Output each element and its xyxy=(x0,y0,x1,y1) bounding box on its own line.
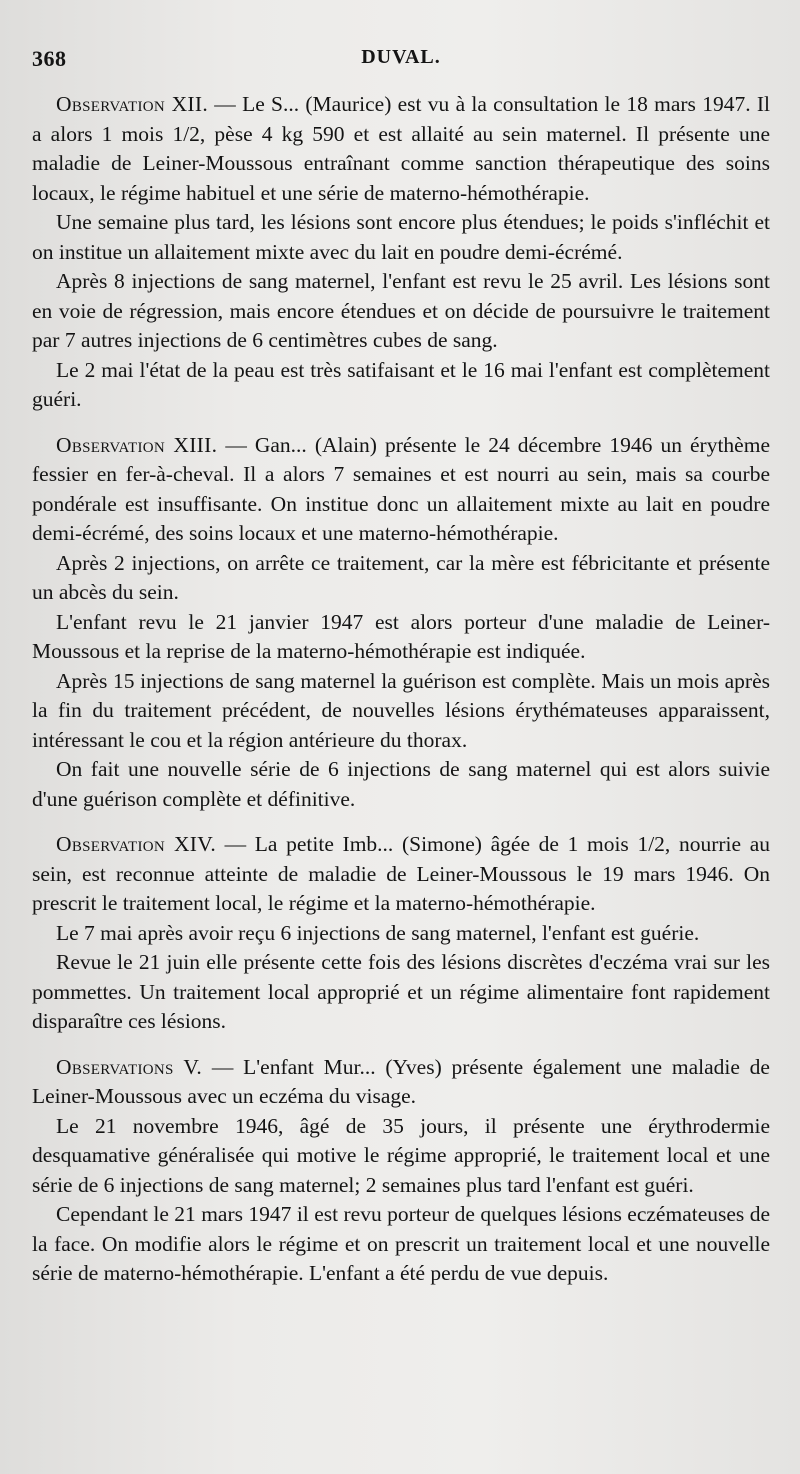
paragraph xyxy=(32,267,770,356)
paragraph-observation-xiii xyxy=(32,431,770,549)
paragraph-text: Cependant le 21 mars 1947 il est revu porteur de quelques lésions eczémateuses de la face. On modifie alors le régime et on prescrit un traitement local et une nouvelle série de materno-hémothérapie. L'enfant a été perdu de vue depuis. xyxy=(32,1202,770,1285)
paragraph-text: Après 15 injections de sang maternel la guérison est complète. Mais un mois après la fin du traitement précédent, de nouvelles lésions érythémateuses apparaissent, intéressant le cou et la région antérieure du thorax. xyxy=(32,668,770,752)
paragraph-text: L'enfant revu le 21 janvier 1947 est alors porteur d'une maladie de Leiner-Moussous et la reprise de la materno-hémothérapie est indiquée. xyxy=(32,609,770,663)
paragraph-text: Après 2 injections, on arrête ce traitement, car la mère est fébricitante et présente un abcès du sein. xyxy=(32,550,770,604)
paragraph-text: On fait une nouvelle série de 6 injections de sang maternel qui est alors suivie d'une guérison complète et définitive. xyxy=(32,757,770,811)
paragraph xyxy=(32,1200,770,1289)
paragraph-text: — La petite Imb... (Simone) âgée de 1 mois 1/2, nourrie au sein, est reconnue atteinte de maladie de Leiner-Moussous le 19 mars 1946. On prescrit le traitement local, le régime et la materno-hémothérapie. xyxy=(32,832,770,915)
paragraph-text: Le 7 mai après avoir reçu 6 injections de sang maternel, l'enfant est guérie. xyxy=(56,920,700,945)
observation-heading: Observation XII. xyxy=(56,92,209,116)
page-header xyxy=(32,40,770,82)
paragraph xyxy=(32,667,770,756)
paragraph xyxy=(32,608,770,667)
paragraph xyxy=(32,208,770,267)
paragraph xyxy=(32,1112,770,1201)
paragraph-observation-xiv xyxy=(32,830,770,919)
paragraph xyxy=(32,755,770,814)
paragraph-text: — L'enfant Mur... (Yves) présente également une maladie de Leiner-Moussous avec un eczéma du visage. xyxy=(32,1054,770,1108)
paragraph-text: — Le S... (Maurice) est vu à la consultation le 18 mars 1947. Il a alors 1 mois 1/2, pèse 4 kg 590 et est allaité au sein maternel. Il présente une maladie de Leiner-Moussous entraînant comme sanction thérapeutique des soins locaux, le régime habituel et une série de materno-hémothérapie. xyxy=(32,92,770,205)
paragraph-observation-xii xyxy=(32,90,770,208)
observation-heading: Observations V. xyxy=(56,1054,203,1079)
paragraph xyxy=(32,549,770,608)
paragraph-text: — Gan... (Alain) présente le 24 décembre 1946 un érythème fessier en fer-à-cheval. Il a alors 7 semaines et est nourri au sein, mais sa courbe pondérale est insuffisante. On institue donc un allaitement mixte au lait en poudre demi-écrémé, des soins locaux et une materno-hémothérapie. xyxy=(32,432,770,545)
body-text xyxy=(32,90,770,1289)
paragraph-text: Une semaine plus tard, les lésions sont encore plus étendues; le poids s'infléchit et on institue un allaitement mixte avec du lait en poudre demi-écrémé. xyxy=(32,210,770,264)
running-title: DUVAL. xyxy=(361,46,441,68)
paragraph-text: Revue le 21 juin elle présente cette fois des lésions discrètes d'eczéma vrai sur les pommettes. Un traitement local approprié et un régime alimentaire font rapidement disparaître ces lésions. xyxy=(32,950,770,1033)
paragraph xyxy=(32,919,770,949)
paragraph-text: Le 21 novembre 1946, âgé de 35 jours, il présente une érythrodermie desquamative généralisée qui motive le régime approprié, le traitement local et une série de 6 injections de sang maternel; 2 semaines plus tard l'enfant est guéri. xyxy=(32,1113,770,1197)
observation-heading: Observation XIV. xyxy=(56,832,216,856)
observation-heading: Observation XIII. xyxy=(56,432,218,457)
paragraph xyxy=(32,948,770,1037)
paragraph xyxy=(32,356,770,415)
paragraph-text: Après 8 injections de sang maternel, l'enfant est revu le 25 avril. Les lésions sont en voie de régression, mais encore étendues et on décide de poursuivre le traitement par 7 autres injections de 6 centimètres cubes de sang. xyxy=(32,269,770,352)
page-number: 368 xyxy=(32,46,67,71)
paragraph-text: Le 2 mai l'état de la peau est très satifaisant et le 16 mai l'enfant est complètement guéri. xyxy=(32,357,770,411)
paragraph-observation-v xyxy=(32,1053,770,1112)
